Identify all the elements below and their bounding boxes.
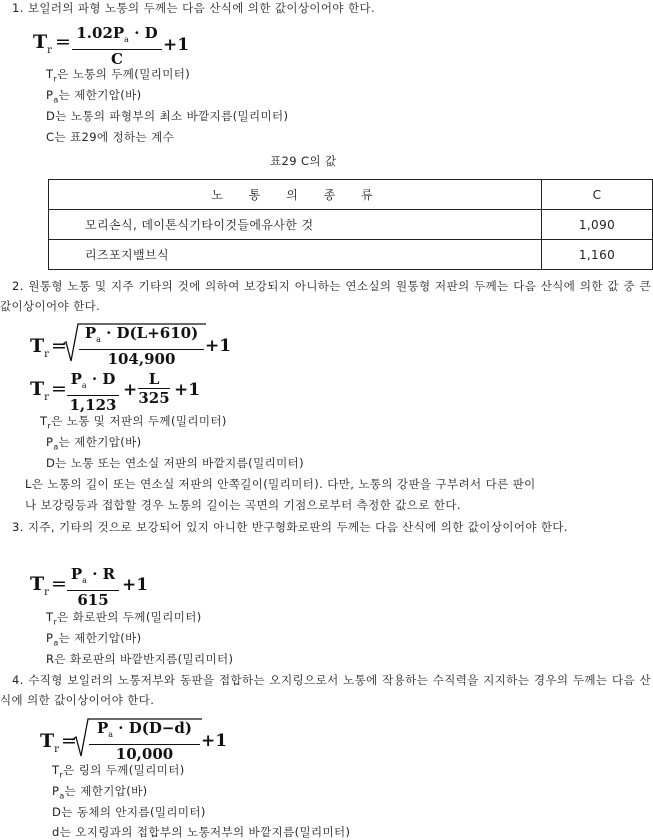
formula-lhs: $T_r$ [30, 378, 49, 403]
def-row: $T_r$은 링의 두께(밀리미터) [52, 763, 185, 780]
section1-intro: 1. 보일러의 파형 노통의 두께는 다음 산식에 의한 값이상이어야 한다. [12, 1, 376, 15]
table-row [49, 210, 653, 240]
plus-one: +1 [201, 731, 228, 751]
table-cell: 1,160 [542, 240, 653, 270]
fraction: $P_a \cdot R$ 615 [67, 565, 119, 609]
c-value-table [48, 179, 653, 270]
equals-sign: = [51, 573, 67, 595]
def-row: D는 동체의 안지름(밀리미터) [52, 805, 206, 819]
table-header-row [49, 180, 653, 210]
equals-sign: = [55, 31, 71, 53]
formula-lhs: $T_r$ [40, 730, 59, 755]
plus-one: +1 [163, 35, 190, 55]
fraction: $P_a \cdot D$ 1,123 [67, 370, 119, 414]
plus-sign: + [123, 380, 138, 400]
plus-one: +1 [174, 380, 201, 400]
def-row: $P_a$는 제한기압(바) [46, 435, 142, 452]
plus-one: +1 [205, 336, 232, 356]
def-row: D는 노통의 파형부의 최소 바깥지름(밀리미터) [46, 109, 289, 123]
def-row: d는 오지링과의 접합부의 노통저부의 바깥지름(밀리미터) [52, 825, 351, 839]
table-header: C [542, 180, 653, 210]
fraction: L 325 [138, 370, 170, 407]
note-line: L은 노통의 길이 또는 연소실 저판의 안쪽길이(밀리미터). 다만, 노통의 강판을 구부려서 다른 판이 [25, 477, 536, 491]
note-line: 나 보강링등과 접합할 경우 노통의 길이는 곡면의 기점으로부터 측정한 값으로 한다. [25, 498, 461, 512]
def-row: $T_r$은 노통 및 저판의 두께(밀리미터) [40, 414, 227, 431]
section4-intro: 4. 수직형 보일러의 노통저부와 동판을 접합하는 오지링으로서 노통에 작용하는 수직력을 지지하는 경우의 두께는 다음 산식에 의한 값이상이어야 한다. [0, 673, 651, 707]
def-row: $P_a$는 제한기압(바) [52, 784, 148, 801]
def-row: C는 표29에 정하는 계수 [46, 130, 175, 144]
equals-sign: = [51, 335, 67, 357]
def-row: $P_a$는 제한기압(바) [46, 631, 142, 648]
def-row: D는 노통 또는 연소실 저판의 바깥지름(밀리미터) [46, 456, 304, 470]
formula-lhs: $T_r$ [33, 31, 52, 56]
fraction: $P_a \cdot D(L+610)$ 104,900 [79, 324, 204, 368]
def-row: $T_r$은 노통의 두께(밀리미터) [46, 67, 191, 84]
def-row: R은 화로판의 바깥반지름(밀리미터) [46, 652, 234, 666]
table-cell: 1,090 [542, 210, 653, 240]
formula-lhs: $T_r$ [30, 573, 49, 598]
plus-one: +1 [122, 575, 149, 595]
table-caption: 표29 C의 값 [270, 154, 337, 168]
table-row [49, 240, 653, 270]
def-row: $T_r$은 화로판의 두께(밀리미터) [46, 610, 202, 627]
def-row: $P_a$는 제한기압(바) [46, 88, 142, 105]
equals-sign: = [61, 730, 77, 752]
table-header: 노 통 의 종 류 [49, 180, 542, 210]
fraction: $1.02P_a \cdot D$ C [72, 24, 162, 68]
fraction: $P_a \cdot D(D-d)$ 10,000 [89, 719, 200, 763]
table-cell: 리즈포지밸브식 [49, 240, 542, 270]
table-cell: 모리손식, 데이톤식기타이것들에유사한 것 [49, 210, 542, 240]
section3-intro: 3. 지주, 기타의 것으로 보강되어 있지 아니한 반구형화로판의 두께는 다음 산식에 의한 값이상이어야 한다. [12, 520, 568, 534]
formula-lhs: $T_r$ [30, 335, 49, 360]
section2-intro: 2. 원통형 노통 및 지주 기타의 것에 의하여 보강되지 아니하는 연소실의 원통형 저판의 두께는 다음 산식에 의한 값 중 큰 값이상이어야 한다. [0, 279, 651, 313]
equals-sign: = [51, 378, 67, 400]
